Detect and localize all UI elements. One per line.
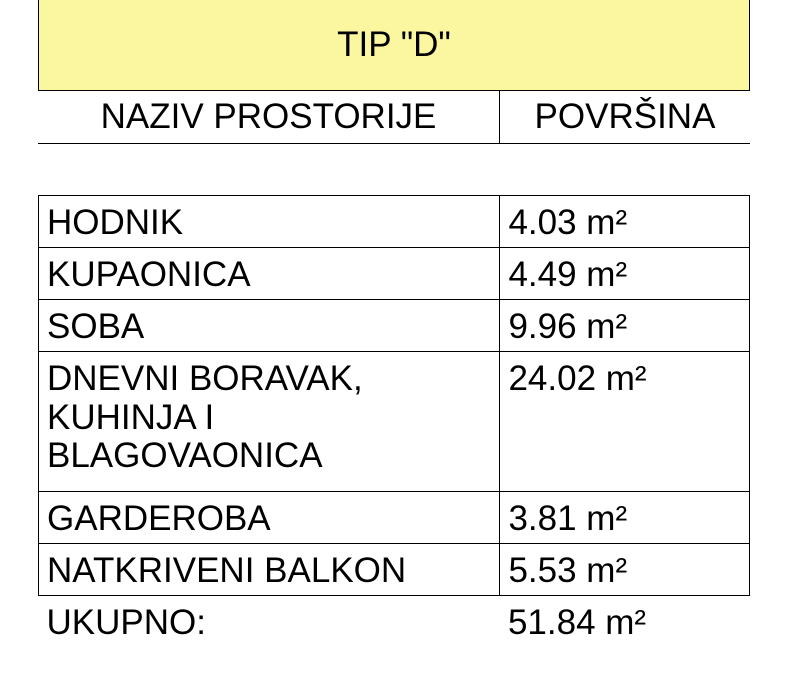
room-area: 3.81 m² — [500, 492, 750, 544]
table-row — [39, 492, 750, 544]
room-name: KUPAONICA — [39, 248, 500, 300]
table-row — [39, 196, 750, 248]
table-row — [39, 300, 750, 352]
room-area: 24.02 m² — [500, 352, 750, 492]
room-name: NATKRIVENI BALKON — [39, 544, 500, 596]
room-name: SOBA — [39, 300, 500, 352]
header-area: POVRŠINA — [534, 97, 716, 136]
room-name-line: DNEVNI BORAVAK, — [47, 359, 363, 398]
table-row — [39, 352, 750, 492]
table-row — [39, 248, 750, 300]
room-name: HODNIK — [39, 196, 500, 248]
room-name: GARDEROBA — [39, 492, 500, 544]
room-name — [39, 352, 500, 492]
room-area: 4.49 m² — [500, 248, 750, 300]
room-name-line: KUHINJA I — [47, 397, 215, 437]
total-row — [39, 596, 750, 648]
table-title-text: TIP "D" — [337, 25, 451, 64]
table-title — [38, 0, 750, 91]
rooms-table — [38, 195, 750, 648]
room-name-line: BLAGOVAONICA — [47, 436, 323, 475]
total-area: 51.84 m² — [507, 603, 647, 642]
room-area: 4.03 m² — [500, 196, 750, 248]
header-room-name: NAZIV PROSTORIJE — [38, 91, 500, 143]
room-area: 9.96 m² — [500, 300, 750, 352]
total-label: UKUPNO: — [46, 603, 206, 642]
table-header — [38, 91, 750, 144]
table-row — [39, 544, 750, 596]
room-area: 5.53 m² — [500, 544, 750, 596]
